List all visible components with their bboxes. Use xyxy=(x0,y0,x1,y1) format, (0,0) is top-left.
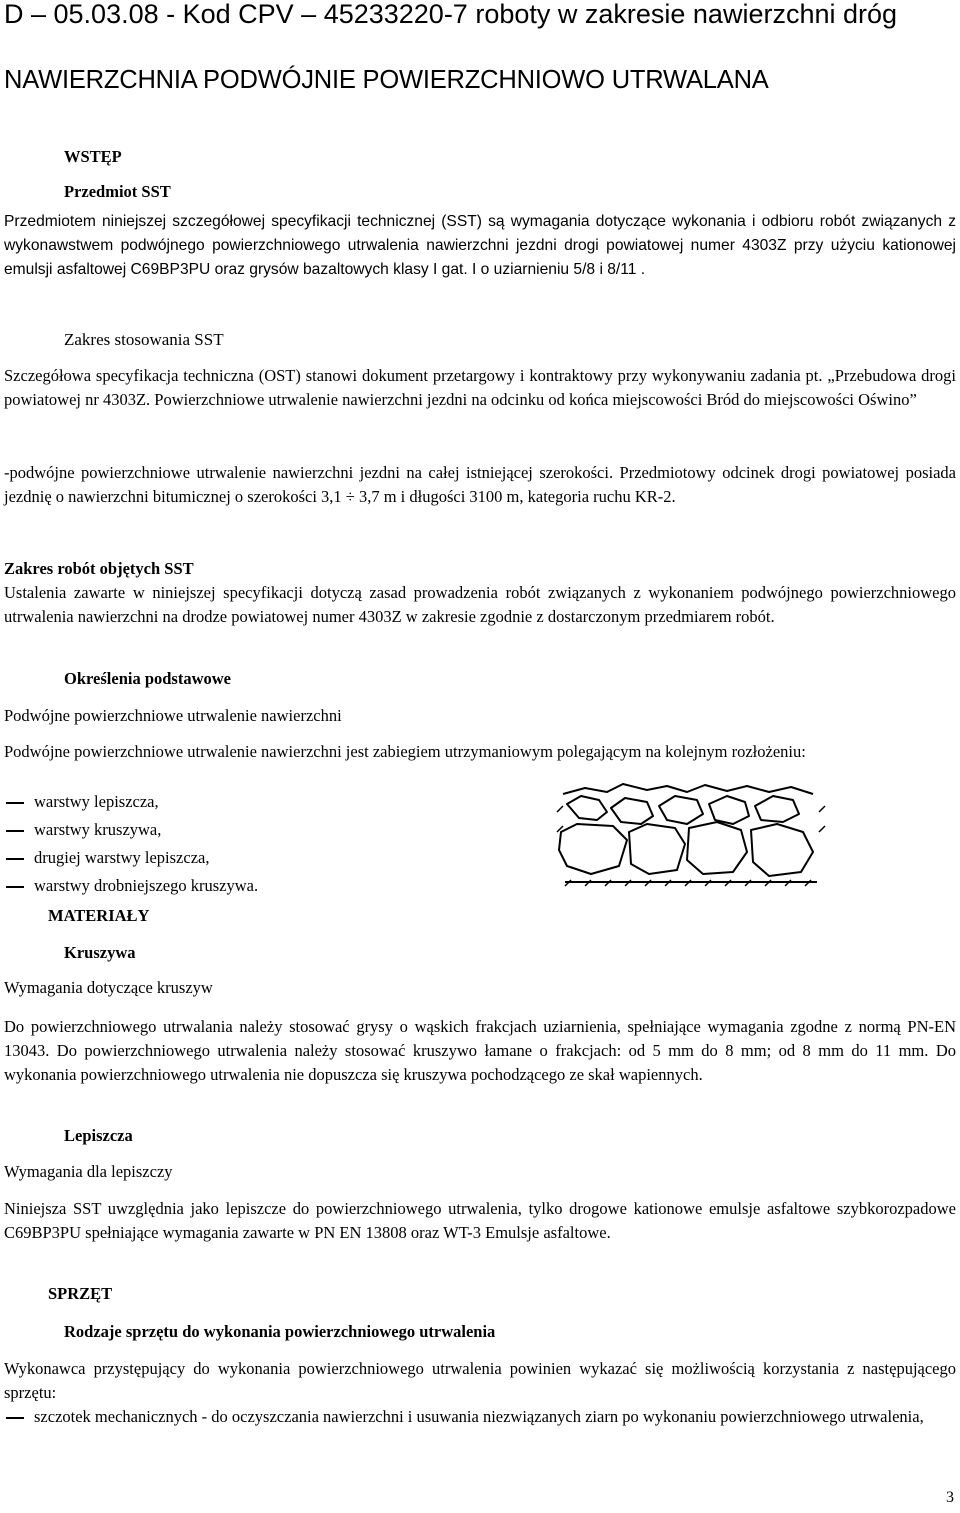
paragraph-zakres-2: -podwójne powierzchniowe utrwalenie nawierzchni jezdni na całej istniejącej szerokości. Przedmiotowy odcinek drogi powiatowej posiada jezdnię o nawierzchni bitumicznej o szerokości 3,1 ÷ 3,7 m i długości 3100 m, kategoria ruchu KR-2. xyxy=(4,463,956,506)
section-heading-rodzaje: Rodzaje sprzętu do wykonania powierzchniowego utrwalenia xyxy=(64,1322,496,1341)
paragraph-rodzaje: Wykonawca przystępujący do wykonania powierzchniowego utrwalenia powinien wykazać się możliwością korzystania z następującego sprzętu: xyxy=(4,1359,956,1402)
paragraph-przedmiot: Przedmiotem niniejszej szczegółowej specyfikacji technicznej (SST) są wymagania dotyczące wykonania i odbioru robót związanych z wykonawstwem podwójnego powierzchniowego utrwalenia nawierzchni jezdni drogi powiatowej numer 4303Z przy użyciu kationowej emulsji asfaltowej C69BP3PU oraz grysów bazaltowych klasy I gat. I o uziarnieniu 5/8 i 8/11 . xyxy=(4,213,956,278)
list-item: szczotek mechanicznych - do oczyszczania nawierzchni i usuwania niezwiązanych ziarn po wykonaniu powierzchniowego utrwalenia, xyxy=(4,1405,956,1429)
section-heading-materialy: MATERIAŁY xyxy=(48,906,150,925)
section-heading-wstep: WSTĘP xyxy=(64,147,122,166)
page-number: 3 xyxy=(946,1489,954,1506)
list-item: warstwy lepiszcza, xyxy=(4,788,534,816)
section-heading-przedmiot: Przedmiot SST xyxy=(64,182,171,201)
subheading-lepiszcza: Wymagania dla lepiszczy xyxy=(4,1162,173,1181)
list-okreslenia xyxy=(4,788,534,900)
paragraph-kruszywa: Do powierzchniowego utrwalania należy stosować grysy o wąskich frakcjach uziarnienia, spełniające wymagania zgodne z normą PN-EN 13043. Do powierzchniowego utrwalenia należy stosować kruszywo łamane o frakcjach: od 5 mm do 8 mm; od 8 mm do 11 mm. Do wykonania powierzchniowego utrwalenia nie dopuszcza się kruszywa pochodzącego ze skał wapiennych. xyxy=(4,1017,956,1084)
document-subtitle: NAWIERZCHNIA PODWÓJNIE POWIERZCHNIOWO UTRWALANA xyxy=(4,66,769,94)
paragraph-zakres-robot: Ustalenia zawarte w niniejszej specyfikacji dotyczą zasad prowadzenia robót związanych z wykonaniem podwójnego powierzchniowego utrwalenia nawierzchni na drodze powiatowej numer 4303Z w zakresie zgodnie z dostarczonym przedmiarem robót. xyxy=(4,583,956,626)
section-heading-sprzet: SPRZĘT xyxy=(48,1284,113,1303)
list-rodzaje xyxy=(4,1405,956,1429)
subheading-okreslenia: Podwójne powierzchniowe utrwalenie nawierzchni xyxy=(4,706,342,725)
list-item: warstwy kruszywa, xyxy=(4,816,534,844)
section-heading-zakres: Zakres stosowania SST xyxy=(64,330,224,349)
section-heading-lepiszcza: Lepiszcza xyxy=(64,1126,133,1145)
paragraph-zakres: Szczegółowa specyfikacja techniczna (OST) stanowi dokument przetargowy i kontraktowy przy wykonywaniu zadania pt. „Przebudowa drogi powiatowej nr 4303Z. Powierzchniowe utrwalenie nawierzchni jezdni na odcinku od końca miejscowości Bród do miejscowości Oświno” xyxy=(4,366,956,409)
list-item: warstwy drobniejszego kruszywa. xyxy=(4,872,534,900)
subheading-kruszywa: Wymagania dotyczące kruszyw xyxy=(4,978,213,997)
section-heading-zakres-robot: Zakres robót objętych SST xyxy=(4,559,194,578)
paragraph-lepiszcza: Niniejsza SST uwzględnia jako lepiszcze do powierzchniowego utrwalenia, tylko drogowe kationowe emulsje asfaltowe szybkorozpadowe C69BP3PU spełniające wymagania zawarte w PN EN 13808 oraz WT-3 Emulsje asfaltowe. xyxy=(4,1199,956,1242)
section-heading-kruszywa: Kruszywa xyxy=(64,943,136,962)
paragraph-okreslenia: Podwójne powierzchniowe utrwalenie nawierzchni jest zabiegiem utrzymaniowym polegającym na kolejnym rozłożeniu: xyxy=(4,742,806,761)
section-heading-okreslenia: Określenia podstawowe xyxy=(64,669,231,688)
aggregate-layers-figure xyxy=(555,782,827,890)
document-title: D – 05.03.08 - Kod CPV – 45233220-7 roboty w zakresie nawierzchni dróg xyxy=(4,0,898,29)
list-item: drugiej warstwy lepiszcza, xyxy=(4,844,534,872)
